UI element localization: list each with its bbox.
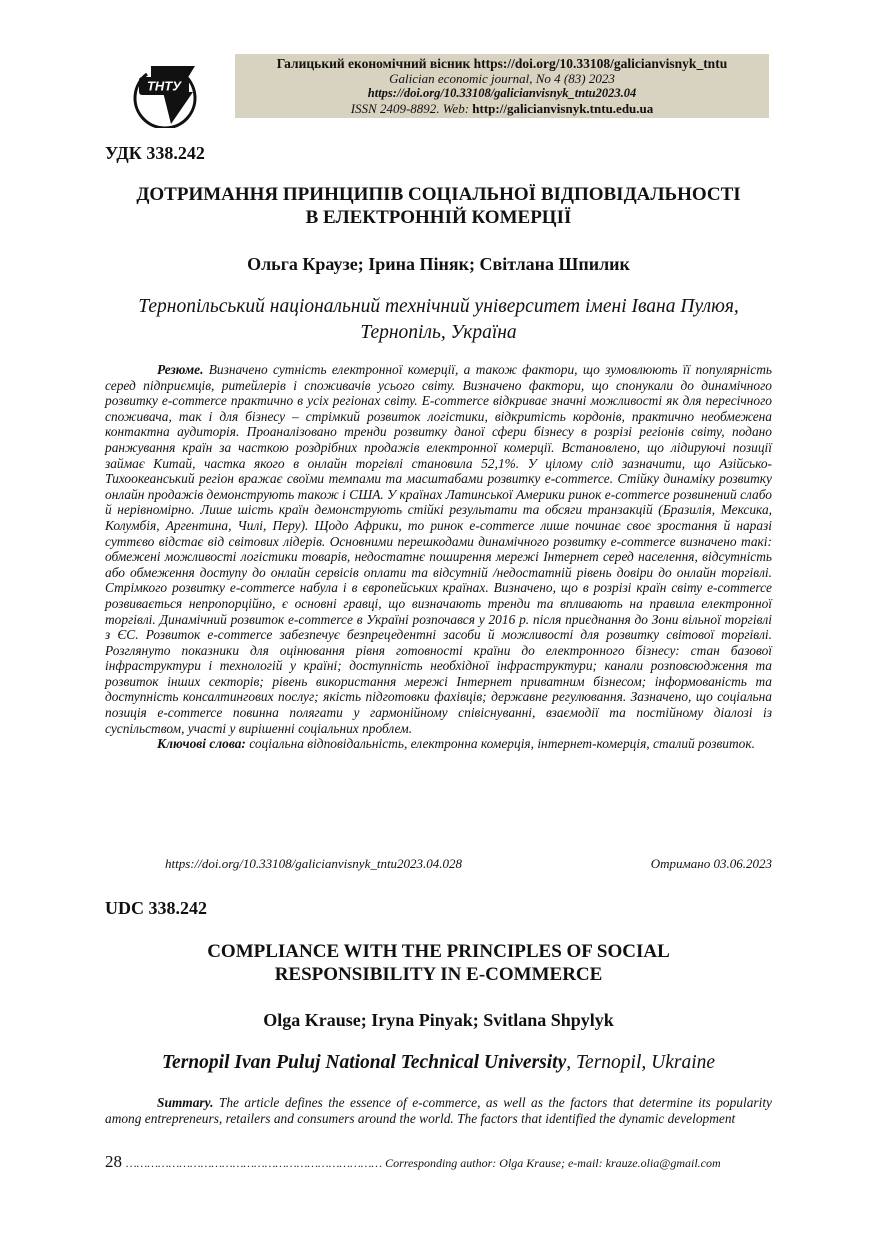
article-title-en — [105, 940, 772, 986]
summary-label: Summary. — [157, 1095, 214, 1110]
journal-doi-line: https://doi.org/10.33108/galicianvisnyk_tntu2023.04 — [367, 86, 637, 100]
summary-en — [105, 1095, 772, 1126]
affiliation-en — [105, 1050, 772, 1076]
article-doi[interactable]: https://doi.org/10.33108/galicianvisnyk_tntu2023.04.028 — [165, 856, 463, 871]
keywords-paragraph — [105, 736, 772, 752]
corresponding-author: Corresponding author: Olga Krause; e-mail: krauze.olia@gmail.com — [382, 1156, 721, 1170]
affiliation-university: Ternopil Ivan Puluj National Technical University — [161, 1052, 567, 1073]
summary-paragraph — [105, 1095, 772, 1126]
affiliation-location: , Ternopil, Ukraine — [566, 1052, 716, 1073]
journal-title-line: Галицький економічний вісник https://doi.org/10.33108/galicianvisnyk_tntu — [276, 56, 728, 71]
affiliation-ua — [105, 294, 772, 346]
university-logo — [133, 52, 209, 128]
received-date: Отримано 03.06.2023 — [650, 856, 772, 871]
journal-website-link[interactable]: http://galicianvisnyk.tntu.edu.ua — [472, 101, 654, 116]
keywords-label: Ключові слова: — [157, 736, 246, 752]
title-line-1: COMPLIANCE WITH THE PRINCIPLES OF SOCIAL — [207, 941, 670, 962]
keywords-text: соціальна відповідальність, електронна комерція, інтернет-комерція, сталий розвиток. — [245, 736, 755, 752]
journal-banner — [235, 54, 769, 118]
affiliation-line-1: Тернопільський національний технічний університет імені Івана Пулюя, — [138, 296, 739, 317]
summary-text: The article defines the essence of e-commerce, as well as the factors that determine its popularity among entrepreneurs, retailers and consumers around the world. The factors that identified the dynamic development — [105, 1095, 772, 1126]
logo-text: ТНТУ — [146, 78, 182, 94]
abstract-label: Резюме. — [157, 362, 204, 377]
page-footer — [105, 1152, 772, 1172]
issn-text: ISSN 2409-8892. Web: — [350, 101, 473, 116]
affiliation-line-2: Тернопіль, Україна — [360, 322, 517, 343]
abstract-ua — [105, 362, 772, 752]
title-line-2: RESPONSIBILITY IN E-COMMERCE — [274, 964, 603, 985]
title-line-1: ДОТРИМАННЯ ПРИНЦИПІВ СОЦІАЛЬНОЇ ВІДПОВІДАЛЬНОСТІ — [136, 184, 741, 205]
authors-en: Olga Krause; Iryna Pinyak; Svitlana Shpylyk — [263, 1010, 614, 1030]
udc-code-ua: УДК 338.242 — [105, 143, 205, 163]
article-title-ua — [105, 183, 772, 229]
footer-dots: ……………………………………………………………… — [126, 1156, 383, 1170]
page-number: 28 — [105, 1152, 122, 1171]
authors-ua: Ольга Краузе; Ірина Піняк; Світлана Шпилик — [247, 254, 630, 274]
journal-issn-line — [235, 101, 769, 116]
journal-issue-line: Galician economic journal, No 4 (83) 2023 — [389, 71, 615, 86]
abstract-paragraph — [105, 362, 772, 736]
abstract-text: Визначено сутність електронної комерції, а також фактори, що зумовлюють її популярність серед підприємців, ритейлерів і споживачів усього світу. Визначено фактори, що спонукали до динамічного розвитку e-commerce практично в усіх регіонах світу. E-commerce відкриває значні можливості як для пересічного споживача, так і для бізнесу – стрімкий розвиток логістики, відкритість кордонів, практично необмежена контактна аудиторія. Проаналізовано тренди розвитку даної сфери бізнесу в розрізі регіонів світу, подано ранжування країн за часткою роздрібних продажів електронної комерції. Встановлено, що лідируючі позиції займає Китай, частка якого в онлайн торгівлі становила 52,1%. У цілому слід зазначити, що Азійсько-Тихоокеанський регіон вражає своїми темпами та масштабами розвитку e-commerce. Стійку динаміку розвитку онлайн продажів демонструють також і США. У країнах Латинської Америки ринок e-commerce розвинений слабо й нерівномірно. Лише шість країн демонструють стійкі результати та обсяги транзакцій (Бразилія, Мексика, Колумбія, Аргентина, Чилі, Перу). Щодо Африки, то ринок e-commerce лише починає своє зростання й наразі суттєво відстає від світових лідерів. Основними перешкодами динамічного розвитку e-commerce визначено такі: обмежені можливості логістики товарів, недостатнє поширення мережі Інтернет серед населення, відсутність або обмеження доступу до онлайн сервісів оплати та відсутній /недостатній рівень довіри до онлайн торгівлі. Стрімкого розвитку e-commerce набула і в європейських країнах. Визначено, що в розрізі країн світу e-commerce розвивається непропорційно, є основні гравці, що визначають тренди та впливають на правила електронної торгівлі. Динамічний розвиток e-commerce в Україні розпочався у 2016 р. після приєднання до Зони вільної торгівлі з ЄС. Розвиток e-commerce забезпечує безпрецедентні засоби й можливості для розвитку світової торгівлі. Розглянуто показники для оцінювання рівня готовності країни до електронного бізнесу: стан базової інфраструктури і технологій у країні; доступність необхідної інфраструктури; канали розповсюдження та розвиток інших секторів; рівень використання мережі Інтернет приватним бізнесом; інформованість та доступність консалтингових послуг; якість підготовки фахівців; державне регулювання. Зазначено, що соціальна позиція e-commerce повинна полягати у гармонійному співіснуванні, взаємодії та постійному діалозі із суспільством, участі у вирішенні соціальних проблем. — [105, 362, 772, 736]
udc-code-en: UDC 338.242 — [105, 898, 207, 918]
title-line-2: В ЕЛЕКТРОННІЙ КОМЕРЦІЇ — [305, 207, 572, 228]
